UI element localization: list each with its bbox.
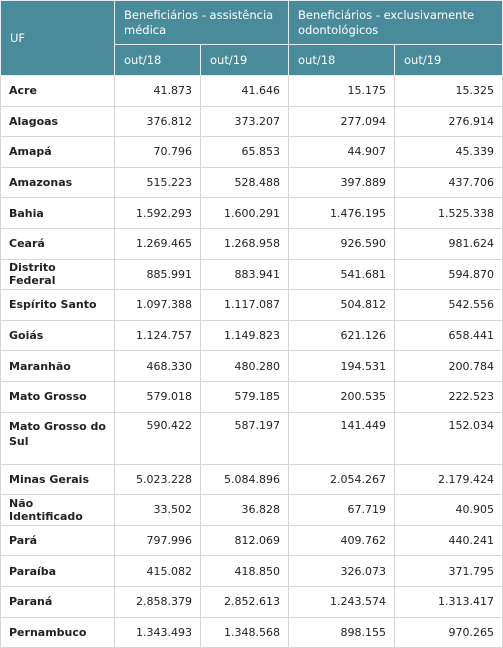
uf-cell: Alagoas xyxy=(1,106,115,137)
uf-cell: Espírito Santo xyxy=(1,290,115,321)
dental-out19-cell: 1.525.338 xyxy=(395,198,503,229)
medical-out19-cell: 883.941 xyxy=(201,259,289,290)
dental-out19-cell: 40.905 xyxy=(395,495,503,526)
medical-out19-cell: 480.280 xyxy=(201,351,289,382)
medical-out19-cell: 812.069 xyxy=(201,525,289,556)
table-row xyxy=(1,525,503,556)
medical-out18-cell: 590.422 xyxy=(115,412,201,464)
medical-out19-cell: 36.828 xyxy=(201,495,289,526)
header-dental-out19: out/19 xyxy=(395,45,503,76)
medical-out18-cell: 41.873 xyxy=(115,76,201,107)
dental-out18-cell: 409.762 xyxy=(289,525,395,556)
dental-out19-cell: 45.339 xyxy=(395,137,503,168)
dental-out19-cell: 542.556 xyxy=(395,290,503,321)
medical-out18-cell: 1.592.293 xyxy=(115,198,201,229)
dental-out18-cell: 326.073 xyxy=(289,556,395,587)
medical-out18-cell: 70.796 xyxy=(115,137,201,168)
medical-out19-cell: 1.268.958 xyxy=(201,228,289,259)
uf-cell: Maranhão xyxy=(1,351,115,382)
medical-out19-cell: 373.207 xyxy=(201,106,289,137)
dental-out19-cell: 658.441 xyxy=(395,320,503,351)
dental-out19-cell: 276.914 xyxy=(395,106,503,137)
uf-cell: Acre xyxy=(1,76,115,107)
table-row xyxy=(1,381,503,412)
dental-out18-cell: 2.054.267 xyxy=(289,464,395,495)
dental-out19-cell: 222.523 xyxy=(395,381,503,412)
table-row xyxy=(1,76,503,107)
header-uf: UF xyxy=(1,1,115,76)
uf-cell: Mato Grosso xyxy=(1,381,115,412)
dental-out19-cell: 981.624 xyxy=(395,228,503,259)
dental-out19-cell: 440.241 xyxy=(395,525,503,556)
medical-out18-cell: 1.124.757 xyxy=(115,320,201,351)
dental-out19-cell: 15.325 xyxy=(395,76,503,107)
medical-out18-cell: 376.812 xyxy=(115,106,201,137)
table-row xyxy=(1,106,503,137)
table-row xyxy=(1,137,503,168)
table-row xyxy=(1,412,503,464)
medical-out18-cell: 5.023.228 xyxy=(115,464,201,495)
medical-out18-cell: 797.996 xyxy=(115,525,201,556)
medical-out18-cell: 885.991 xyxy=(115,259,201,290)
medical-out18-cell: 33.502 xyxy=(115,495,201,526)
dental-out19-cell: 152.034 xyxy=(395,412,503,464)
medical-out18-cell: 1.343.493 xyxy=(115,617,201,648)
medical-out19-cell: 1.600.291 xyxy=(201,198,289,229)
table-row xyxy=(1,290,503,321)
dental-out18-cell: 194.531 xyxy=(289,351,395,382)
medical-out18-cell: 2.858.379 xyxy=(115,586,201,617)
dental-out18-cell: 67.719 xyxy=(289,495,395,526)
dental-out19-cell: 1.313.417 xyxy=(395,586,503,617)
dental-out19-cell: 371.795 xyxy=(395,556,503,587)
table-row xyxy=(1,495,503,526)
table-row xyxy=(1,586,503,617)
dental-out19-cell: 2.179.424 xyxy=(395,464,503,495)
header-dental: Beneficiários - exclusivamente odontológicos xyxy=(289,1,503,45)
table-row xyxy=(1,259,503,290)
dental-out18-cell: 541.681 xyxy=(289,259,395,290)
uf-cell: Distrito Federal xyxy=(1,259,115,290)
medical-out18-cell: 415.082 xyxy=(115,556,201,587)
table-row xyxy=(1,556,503,587)
dental-out18-cell: 1.243.574 xyxy=(289,586,395,617)
dental-out18-cell: 141.449 xyxy=(289,412,395,464)
uf-cell: Goiás xyxy=(1,320,115,351)
dental-out18-cell: 397.889 xyxy=(289,167,395,198)
uf-cell: Pernambuco xyxy=(1,617,115,648)
header-medical-out19: out/19 xyxy=(201,45,289,76)
dental-out18-cell: 898.155 xyxy=(289,617,395,648)
table-row xyxy=(1,351,503,382)
table-row xyxy=(1,617,503,648)
dental-out18-cell: 15.175 xyxy=(289,76,395,107)
table-row xyxy=(1,228,503,259)
uf-cell: Ceará xyxy=(1,228,115,259)
medical-out19-cell: 65.853 xyxy=(201,137,289,168)
medical-out19-cell: 1.117.087 xyxy=(201,290,289,321)
medical-out18-cell: 515.223 xyxy=(115,167,201,198)
uf-cell: Mato Grosso do Sul xyxy=(1,412,115,464)
dental-out19-cell: 970.265 xyxy=(395,617,503,648)
table-row xyxy=(1,167,503,198)
medical-out19-cell: 1.348.568 xyxy=(201,617,289,648)
dental-out19-cell: 200.784 xyxy=(395,351,503,382)
uf-cell: Minas Gerais xyxy=(1,464,115,495)
medical-out19-cell: 5.084.896 xyxy=(201,464,289,495)
medical-out18-cell: 1.269.465 xyxy=(115,228,201,259)
uf-cell: Amazonas xyxy=(1,167,115,198)
dental-out18-cell: 1.476.195 xyxy=(289,198,395,229)
dental-out18-cell: 200.535 xyxy=(289,381,395,412)
dental-out18-cell: 926.590 xyxy=(289,228,395,259)
medical-out19-cell: 579.185 xyxy=(201,381,289,412)
table-row xyxy=(1,320,503,351)
medical-out19-cell: 41.646 xyxy=(201,76,289,107)
table-row xyxy=(1,198,503,229)
medical-out19-cell: 587.197 xyxy=(201,412,289,464)
table-row xyxy=(1,464,503,495)
medical-out18-cell: 579.018 xyxy=(115,381,201,412)
dental-out19-cell: 437.706 xyxy=(395,167,503,198)
medical-out18-cell: 1.097.388 xyxy=(115,290,201,321)
medical-out19-cell: 2.852.613 xyxy=(201,586,289,617)
header-dental-out18: out/18 xyxy=(289,45,395,76)
uf-cell: Pará xyxy=(1,525,115,556)
medical-out18-cell: 468.330 xyxy=(115,351,201,382)
medical-out19-cell: 418.850 xyxy=(201,556,289,587)
dental-out19-cell: 594.870 xyxy=(395,259,503,290)
dental-out18-cell: 504.812 xyxy=(289,290,395,321)
medical-out19-cell: 1.149.823 xyxy=(201,320,289,351)
uf-cell: Paraíba xyxy=(1,556,115,587)
uf-cell: Bahia xyxy=(1,198,115,229)
uf-cell: Paraná xyxy=(1,586,115,617)
dental-out18-cell: 621.126 xyxy=(289,320,395,351)
header-medical: Beneficiários - assistência médica xyxy=(115,1,289,45)
header-medical-out18: out/18 xyxy=(115,45,201,76)
uf-cell: Amapá xyxy=(1,137,115,168)
medical-out19-cell: 528.488 xyxy=(201,167,289,198)
uf-cell: Não Identificado xyxy=(1,495,115,526)
dental-out18-cell: 44.907 xyxy=(289,137,395,168)
dental-out18-cell: 277.094 xyxy=(289,106,395,137)
